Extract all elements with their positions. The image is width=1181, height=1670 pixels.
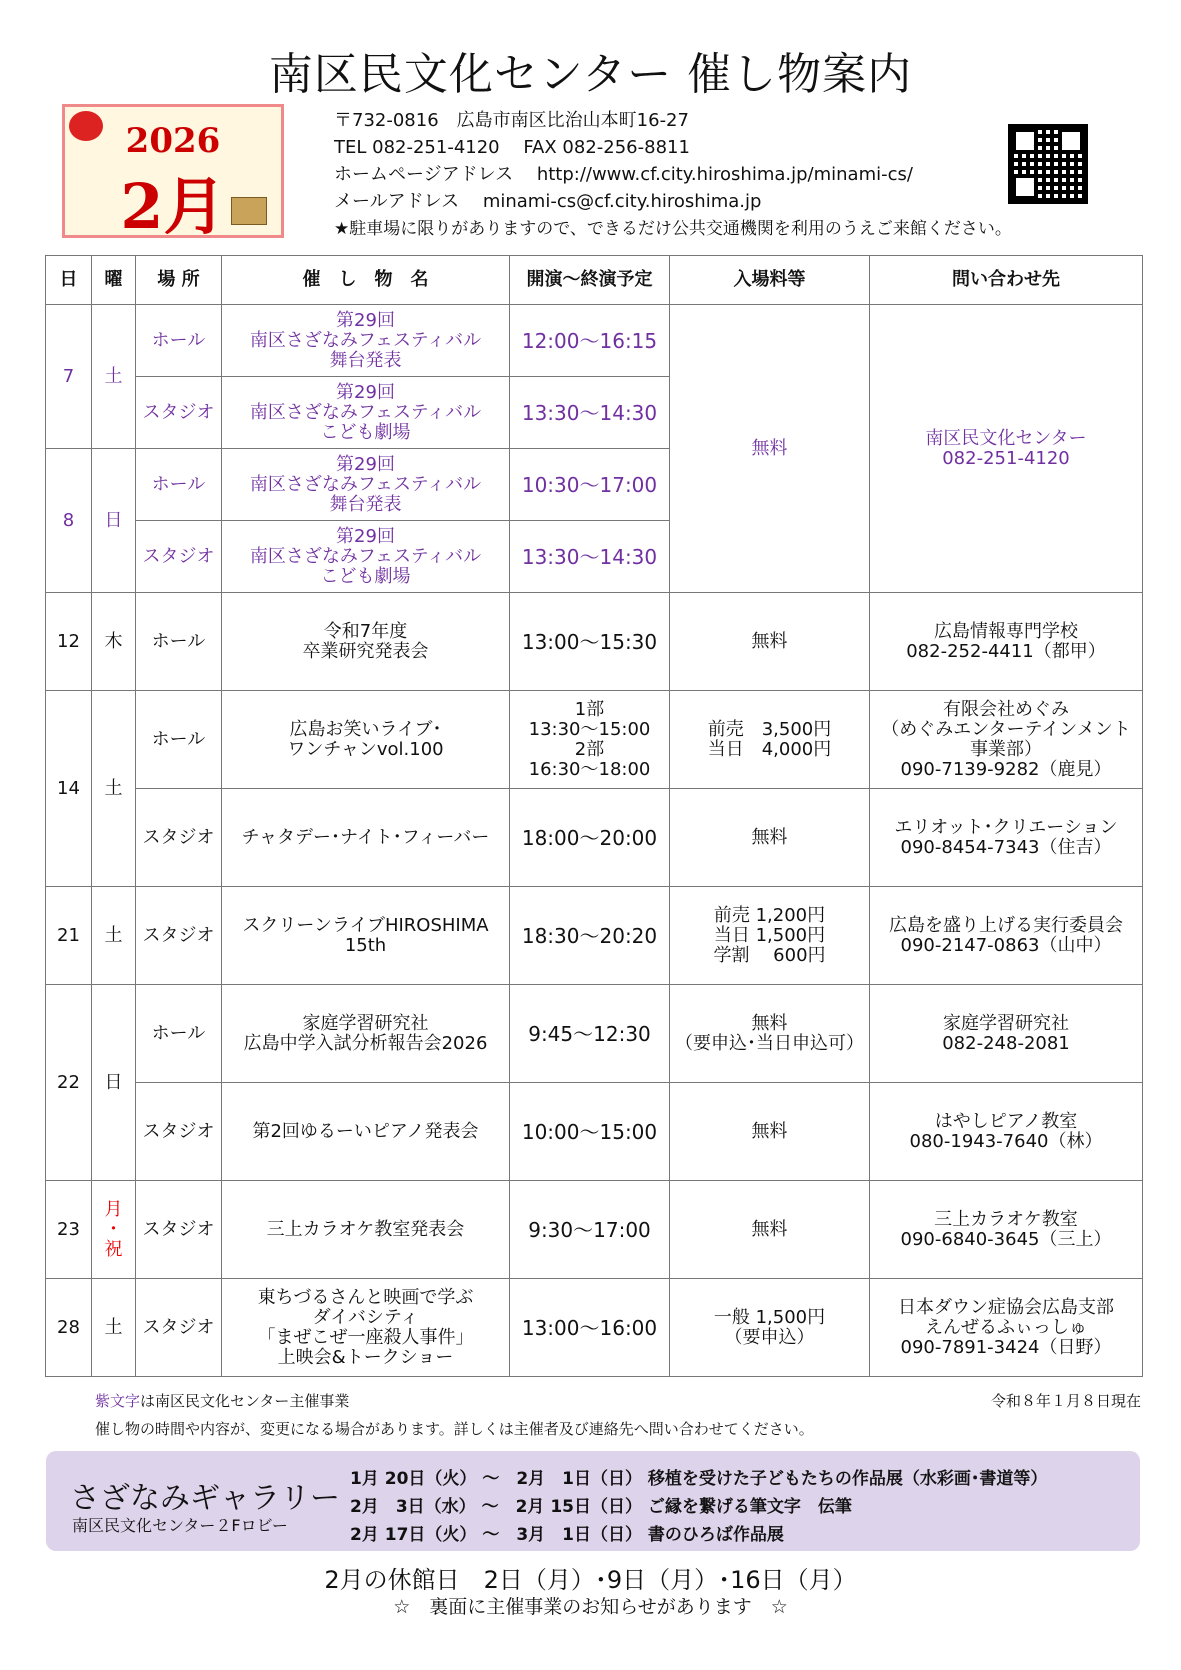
event-cell: 第29回 南区さざなみフェスティバル こども劇場 <box>222 521 510 593</box>
event-cell: スクリーンライブHIROSHIMA 15th <box>222 887 510 985</box>
event-cell: 令和7年度 卒業研究発表会 <box>222 593 510 691</box>
event-cell: 広島お笑いライブ･ ワンチャンvol.100 <box>222 691 510 789</box>
day-cell: 23 <box>46 1181 92 1279</box>
time-cell: 13:00～15:30 <box>510 593 670 691</box>
dow-cell: 日 <box>92 449 136 593</box>
parking-note: ★駐車場に限りがありますので、できるだけ公共交通機関を利用のうえご来館ください。 <box>334 219 1012 239</box>
as-of-date: 令和８年１月８日現在 <box>990 1392 1141 1410</box>
purple-label-rest: は南区民文化センター主催事業 <box>140 1392 350 1410</box>
event-cell: 東ちづるさんと映画で学ぶ ダイバシティ 「まぜこぜ一座殺人事件」 上映会&トークショー <box>222 1279 510 1377</box>
time-cell: 10:30～17:00 <box>510 449 670 521</box>
dow-cell: 日 <box>92 985 136 1181</box>
time-cell: 10:00～15:00 <box>510 1083 670 1181</box>
day-cell: 28 <box>46 1279 92 1377</box>
place-cell: スタジオ <box>136 789 222 887</box>
purple-label: 紫文字 <box>95 1392 141 1410</box>
day-cell: 21 <box>46 887 92 985</box>
col-time: 開演～終演予定 <box>510 256 670 305</box>
fee-cell: 無料 <box>670 1181 870 1279</box>
place-cell: ホール <box>136 985 222 1083</box>
time-cell: 9:30～17:00 <box>510 1181 670 1279</box>
table-row <box>46 593 1143 691</box>
closed-days: 2月の休館日 2日（月）･9日（月）･16日（月） <box>324 1566 857 1594</box>
contact-cell: 南区民文化センター 082-251-4120 <box>870 305 1143 593</box>
dow-cell: 土 <box>92 887 136 985</box>
footer-note: ☆ 裏面に主催事業のお知らせがあります ☆ <box>393 1596 788 1618</box>
time-cell: 13:30～14:30 <box>510 377 670 449</box>
event-table <box>45 255 1143 1377</box>
contact-cell: 広島情報専門学校 082-252-4411（都甲） <box>870 593 1143 691</box>
day-cell: 14 <box>46 691 92 887</box>
place-cell: ホール <box>136 691 222 789</box>
fee-cell: 無料 <box>670 789 870 887</box>
month-badge <box>62 104 284 243</box>
gallery-item: 2月 17日（火） ～ 3月 1日（日） 書のひろば作品展 <box>350 1525 784 1545</box>
time-cell: 13:00～16:00 <box>510 1279 670 1377</box>
gallery-item: 1月 20日（火） ～ 2月 1日（日） 移植を受けた子どもたちの作品展（水彩画･書道等） <box>350 1469 1048 1489</box>
gallery-item: 2月 3日（水） ～ 2月 15日（日） ご縁を繋げる筆文字 伝筆 <box>350 1497 852 1517</box>
place-cell: スタジオ <box>136 887 222 985</box>
table-row <box>46 1279 1143 1377</box>
place-cell: スタジオ <box>136 1083 222 1181</box>
time-cell: 18:00～20:00 <box>510 789 670 887</box>
event-cell: 第29回 南区さざなみフェスティバル 舞台発表 <box>222 305 510 377</box>
place-cell: スタジオ <box>136 1181 222 1279</box>
place-cell: ホール <box>136 449 222 521</box>
time-cell: 18:30～20:20 <box>510 887 670 985</box>
page-title: 南区民文化センター 催し物案内 <box>268 49 913 100</box>
fee-cell: 無料 <box>670 593 870 691</box>
day-cell: 7 <box>46 305 92 449</box>
time-cell: 12:00～16:15 <box>510 305 670 377</box>
table-row <box>46 305 1143 377</box>
event-cell: 第29回 南区さざなみフェスティバル 舞台発表 <box>222 449 510 521</box>
fee-cell: 無料 <box>670 1083 870 1181</box>
badge-year: 2026 <box>125 121 221 161</box>
event-cell: 三上カラオケ教室発表会 <box>222 1181 510 1279</box>
fee-cell: 前売 1,200円 当日 1,500円 学割 600円 <box>670 887 870 985</box>
badge-month: 2月 <box>120 170 226 243</box>
time-cell: 1部 13:30～15:00 2部 16:30～18:00 <box>510 691 670 789</box>
dow-cell: 月 ･ 祝 <box>92 1181 136 1279</box>
table-row <box>46 691 1143 789</box>
contact-cell: 三上カラオケ教室 090-6840-3645（三上） <box>870 1181 1143 1279</box>
time-cell: 9:45～12:30 <box>510 985 670 1083</box>
contact-cell: 家庭学習研究社 082-248-2081 <box>870 985 1143 1083</box>
email-address[interactable]: メールアドレス minami-cs@cf.city.hiroshima.jp <box>334 191 762 212</box>
col-contact: 問い合わせ先 <box>870 256 1143 305</box>
day-cell: 8 <box>46 449 92 593</box>
qr-code-icon <box>1008 124 1088 204</box>
gallery-subtitle: 南区民文化センター２Fロビー <box>72 1516 288 1535</box>
dow-cell: 木 <box>92 593 136 691</box>
place-cell: スタジオ <box>136 521 222 593</box>
col-event: 催 し 物 名 <box>222 256 510 305</box>
day-cell: 22 <box>46 985 92 1181</box>
gallery-title: さざなみギャラリー <box>70 1481 340 1516</box>
day-cell: 12 <box>46 593 92 691</box>
table-row <box>46 887 1143 985</box>
contact-cell: はやしピアノ教室 080-1943-7640（林） <box>870 1083 1143 1181</box>
place-cell: ホール <box>136 593 222 691</box>
contact-cell: エリオット･クリエーション 090-8454-7343（住吉） <box>870 789 1143 887</box>
organizer-note <box>95 1390 349 1411</box>
phone-fax: TEL 082-251-4120 FAX 082-256-8811 <box>334 137 690 158</box>
dow-cell: 土 <box>92 691 136 887</box>
table-row <box>46 1083 1143 1181</box>
col-place: 場 所 <box>136 256 222 305</box>
fee-cell: 一般 1,500円 （要申込） <box>670 1279 870 1377</box>
event-cell: 第2回ゆるーいピアノ発表会 <box>222 1083 510 1181</box>
table-row <box>46 1181 1143 1279</box>
gallery-panel <box>46 1451 1140 1551</box>
change-note: 催し物の時間や内容が、変更になる場合があります。詳しくは主催者及び連絡先へ問い合わせてください。 <box>95 1420 814 1438</box>
place-cell: スタジオ <box>136 1279 222 1377</box>
contact-cell: 日本ダウン症協会広島支部 えんぜるふぃっしゅ 090-7891-3424（日野） <box>870 1279 1143 1377</box>
fee-cell: 無料 （要申込･当日申込可） <box>670 985 870 1083</box>
col-day: 日 <box>46 256 92 305</box>
postal-address: 〒732-0816 広島市南区比治山本町16-27 <box>334 110 689 131</box>
fee-cell: 前売 3,500円 当日 4,000円 <box>670 691 870 789</box>
col-dow: 曜 <box>92 256 136 305</box>
place-cell: ホール <box>136 305 222 377</box>
dow-cell: 土 <box>92 305 136 449</box>
event-cell: チャタデー･ナイト･フィーバー <box>222 789 510 887</box>
event-cell: 家庭学習研究社 広島中学入試分析報告会2026 <box>222 985 510 1083</box>
table-row <box>46 789 1143 887</box>
time-cell: 13:30～14:30 <box>510 521 670 593</box>
homepage-url[interactable]: ホームページアドレス http://www.cf.city.hiroshima.jp/minami-cs/ <box>334 164 913 185</box>
event-cell: 第29回 南区さざなみフェスティバル こども劇場 <box>222 377 510 449</box>
fee-cell: 無料 <box>670 305 870 593</box>
contact-cell: 広島を盛り上げる実行委員会 090-2147-0863（山中） <box>870 887 1143 985</box>
bean-box-icon <box>231 197 267 225</box>
dow-cell: 土 <box>92 1279 136 1377</box>
contact-cell: 有限会社めぐみ （めぐみエンターテインメント 事業部） 090-7139-9282（鹿見） <box>870 691 1143 789</box>
place-cell: スタジオ <box>136 377 222 449</box>
col-fee: 入場料等 <box>670 256 870 305</box>
table-row <box>46 985 1143 1083</box>
table-header-row <box>46 256 1143 305</box>
